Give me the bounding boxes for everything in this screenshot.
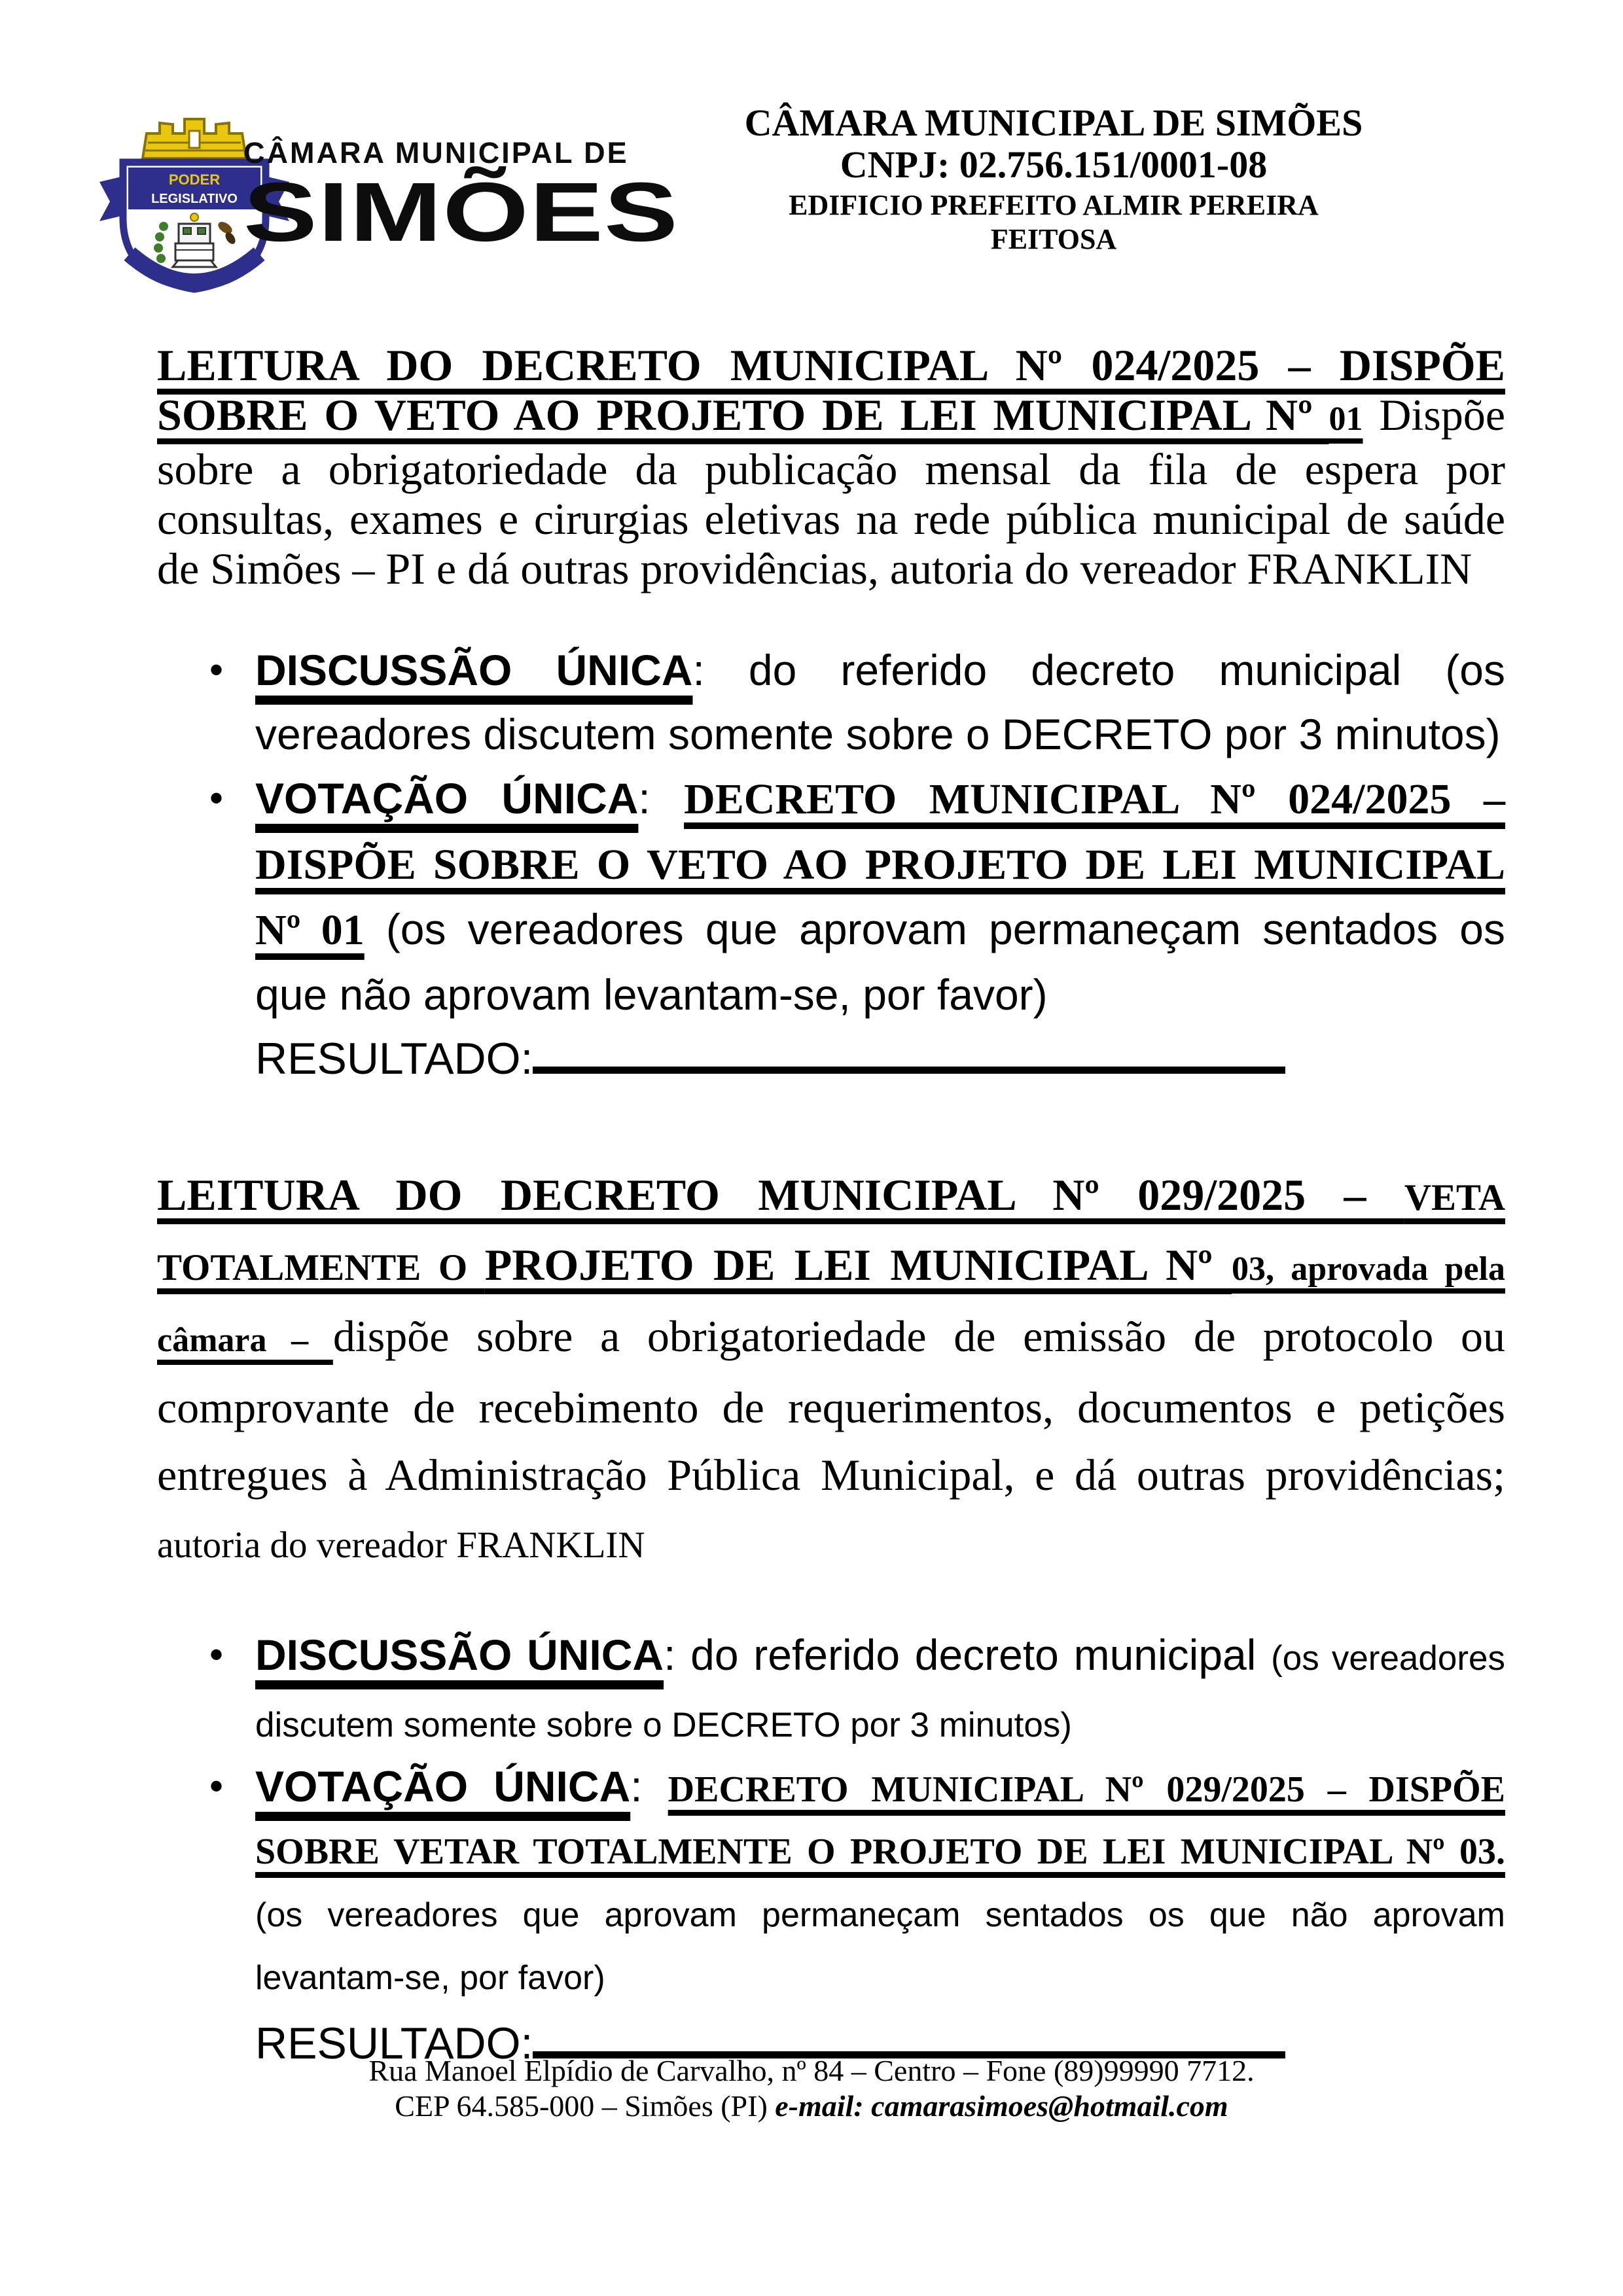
discussion-mid: : do referido decreto municipal bbox=[664, 1631, 1272, 1679]
logo-city-name: SIMÕES bbox=[243, 166, 679, 259]
voting-text: (os vereadores que aprovam permaneçam sentados os que não aprovam levantam-se, por favor) bbox=[255, 905, 1505, 1019]
voting-decree-title: DECRETO MUNICIPAL Nº 024/2025 – DISPÕE SOBRE O VETO AO PROJETO DE LEI MUNICIPAL Nº 01 bbox=[255, 775, 1505, 954]
document-footer bbox=[0, 2053, 1623, 2124]
discussion-paren: (os vereadores discutem somente sobre o DECRETO por 3 minutos) bbox=[255, 1639, 1505, 1744]
voting-label: VOTAÇÃO ÚNICA bbox=[255, 774, 639, 822]
list-item bbox=[157, 766, 1505, 1091]
result-blank-line bbox=[533, 1061, 1285, 1074]
letterhead-text bbox=[740, 102, 1368, 256]
org-cnpj: CNPJ: 02.756.151/0001-08 bbox=[840, 143, 1268, 186]
footer-cep: CEP 64.585-000 – Simões (PI) bbox=[395, 2089, 776, 2123]
section1-bullet-list bbox=[157, 638, 1505, 1091]
discussion-text: : do referido decreto municipal (os vereadores discutem somente sobre o DECRETO por 3 minutos) bbox=[255, 646, 1505, 758]
voting-label: VOTAÇÃO ÚNICA bbox=[255, 1762, 631, 1810]
section2-heading-lead-mid: VETA TOTALMENTE O bbox=[157, 1177, 1505, 1288]
section1-heading-lead-small: 01 bbox=[1329, 400, 1363, 438]
section2-heading-lead2: PROJETO DE LEI MUNICIPAL Nº bbox=[484, 1240, 1232, 1290]
logo-wordmark bbox=[243, 136, 767, 259]
footer-address: Rua Manoel Elpídio de Carvalho, nº 84 – Centro – Fone (89)99990 7712. bbox=[368, 2054, 1255, 2087]
logo-org-line: CÂMARA MUNICIPAL DE bbox=[243, 136, 629, 169]
footer-email: e-mail: camarasimoes@hotmail.com bbox=[775, 2089, 1228, 2123]
result-row bbox=[255, 1027, 1505, 1091]
crown-icon bbox=[143, 119, 246, 158]
list-item bbox=[157, 1757, 1505, 2075]
voting-colon: : bbox=[638, 774, 685, 822]
section1-heading bbox=[157, 340, 1505, 593]
discussion-label: DISCUSSÃO ÚNICA bbox=[255, 1631, 664, 1679]
section2-bullet-list bbox=[157, 1623, 1505, 2075]
section2-heading-lead-small: 03, aprovada pela câmara – bbox=[157, 1250, 1505, 1359]
org-title: CÂMARA MUNICIPAL DE SIMÕES bbox=[744, 101, 1363, 144]
section1-heading-lead: LEITURA DO DECRETO MUNICIPAL Nº 024/2025 – DISPÕE SOBRE O VETO AO PROJETO DE LEI MUNICIPAL Nº bbox=[157, 340, 1505, 440]
section2-heading-body: dispõe sobre a obrigatoriedade de emissão de protocolo ou comprovante de recebimento de requerimentos, documentos e petições entregues à Administração Pública Municipal, e dá outras providências; bbox=[157, 1311, 1506, 1500]
list-item bbox=[157, 638, 1505, 766]
section1-heading-body: Dispõe sobre a obrigatoriedade da publicação mensal da fila de espera por consultas, exames e cirurgias eletivas na rede pública municipal de saúde de Simões – PI e dá outras providências, autoria do vereador FRANKLIN bbox=[157, 390, 1505, 593]
crest-banner-line1: PODER bbox=[168, 171, 221, 188]
bullet-icon: • bbox=[209, 648, 224, 692]
document-body bbox=[157, 296, 1505, 2075]
discussion-label: DISCUSSÃO ÚNICA bbox=[255, 646, 693, 694]
voting-decree-title: DECRETO MUNICIPAL Nº 029/2025 – DISPÕE SOBRE VETAR TOTALMENTE O PROJETO DE LEI MUNICIPAL Nº 03. bbox=[255, 1769, 1505, 1872]
section2-heading-lead: LEITURA DO DECRETO MUNICIPAL Nº 029/2025 – bbox=[157, 1170, 1404, 1220]
voting-text: (os vereadores que aprovam permaneçam sentados os que não aprovam levantam-se, por favor) bbox=[255, 1896, 1505, 1997]
result-label: RESULTADO: bbox=[255, 1034, 533, 1084]
crest-banner-line2: LEGISLATIVO bbox=[151, 192, 238, 206]
voting-colon: : bbox=[630, 1762, 668, 1810]
result-label: RESULTADO: bbox=[255, 2019, 533, 2068]
footer-cep-email bbox=[0, 2089, 1623, 2124]
bullet-icon: • bbox=[209, 1633, 224, 1676]
list-item bbox=[157, 1623, 1505, 1757]
bullet-icon: • bbox=[209, 776, 224, 820]
bullet-icon: • bbox=[209, 1764, 224, 1808]
section2-heading-body-small: autoria do vereador FRANKLIN bbox=[157, 1525, 645, 1566]
section2-heading bbox=[157, 1161, 1505, 1579]
letterhead bbox=[0, 0, 1623, 308]
org-building: EDIFICIO PREFEITO ALMIR PEREIRA FEITOSA bbox=[789, 189, 1319, 255]
